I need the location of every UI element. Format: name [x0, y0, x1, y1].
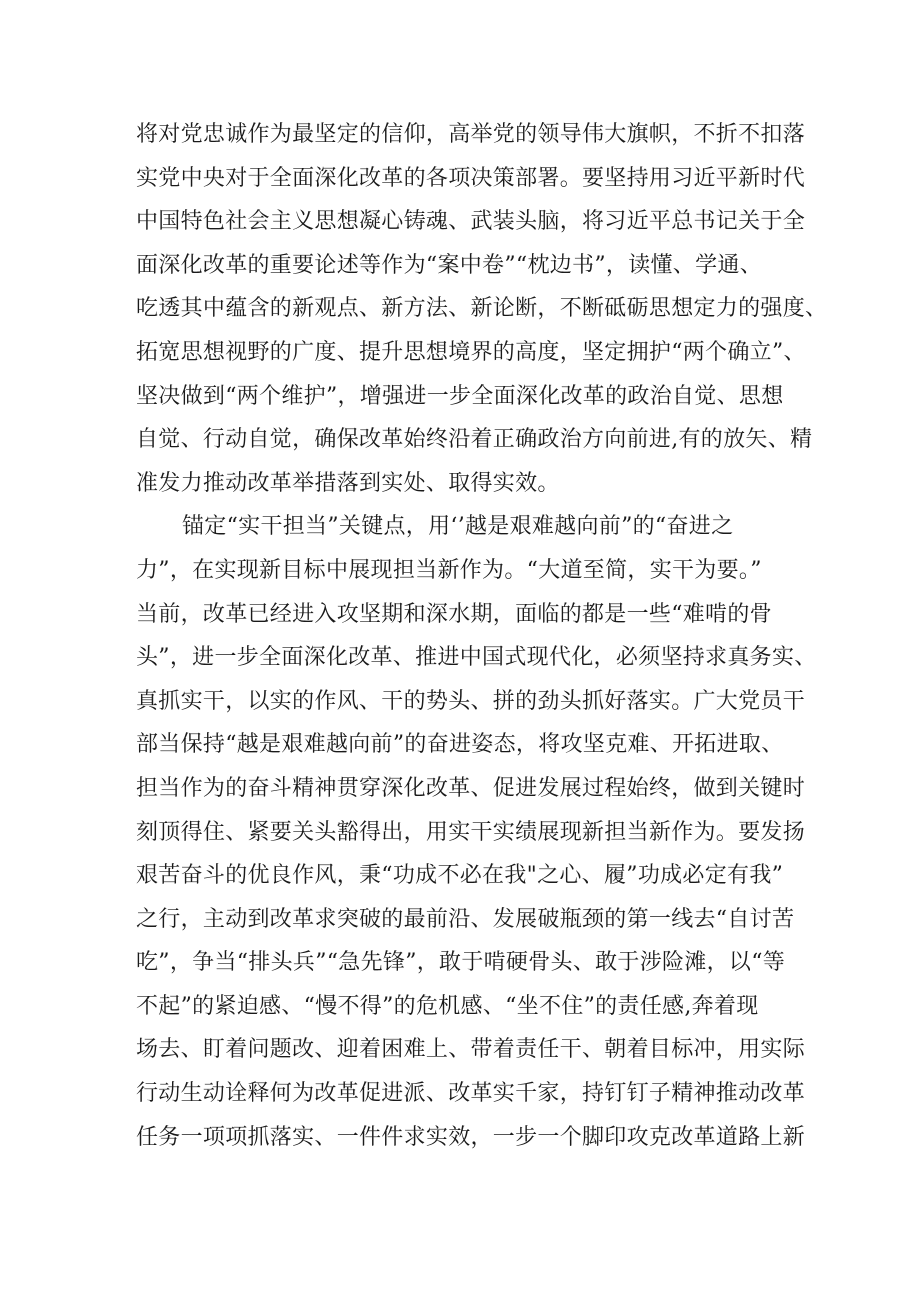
text-line: 不起”的紧迫感、“慢不得”的危机感、“坐不住”的责任感,奔着现	[136, 993, 759, 1019]
text-line: 艰苦奋斗的优良作风，秉“功成不必在我"之心、履”功成必定有我”	[136, 863, 784, 889]
body-text	[136, 113, 828, 1159]
text-line: 任务一项项抓落实、一件件求实效，一步一个脚印攻克改革道路上新	[136, 1124, 806, 1150]
text-line: 面深化改革的重要论述等作为“案中卷”“枕边书”，读懂、学通、	[136, 252, 762, 278]
text-line: 吃透其中蕴含的新观点、新方法、新论断，不断砥砺思想定力的强度、	[136, 296, 828, 322]
text-line: 实党中央对于全面深化改革的各项决策部署。要坚持用习近平新时代	[136, 165, 806, 191]
text-line: 力”，在实现新目标中展现担当新作为。“大道至简，实干为要。”	[136, 557, 762, 583]
text-line: 吃”，争当“排头兵”“急先锋”，敢于啃硬骨头、敢于涉险滩，以“等	[136, 950, 786, 976]
text-line: 中国特色社会主义思想凝心铸魂、武装头脑，将习近平总书记关于全	[136, 209, 806, 235]
text-line: 拓宽思想视野的广度、提升思想境界的高度，坚定拥护“两个确立”、	[136, 339, 806, 365]
text-line: 真抓实干，以实的作风、干的势头、拼的劲头抓好落实。广大党员干	[136, 688, 806, 714]
text-line: 当前，改革已经进入攻坚期和深水期，面临的都是一些“难啃的骨	[136, 601, 772, 627]
text-line: 担当作为的奋斗精神贯穿深化改革、促进发展过程始终，做到关键时	[136, 775, 806, 801]
text-line: 之行，主动到改革求突破的最前沿、发展破瓶颈的第一线去“自讨苦	[136, 906, 795, 932]
text-line: 准发力推动改革举措落到实处、取得实效。	[136, 470, 560, 496]
text-line-indented: 锚定“实干担当”关键点，用‘’越是艰难越向前”的“奋进之	[182, 514, 734, 540]
text-line: 头”，进一步全面深化改革、推进中国式现代化，必须坚持求真务实、	[136, 645, 817, 671]
text-line: 部当保持“越是艰难越向前”的奋进姿态，将攻坚克难、开拓进取、	[136, 732, 784, 758]
text-line: 自觉、行动自觉，确保改革始终沿着正确政治方向前进,有的放矢、精	[136, 427, 813, 453]
text-line: 场去、盯着问题改、迎着困难上、带着责任干、朝着目标冲，用实际	[136, 1037, 806, 1063]
text-line: 将对党忠诚作为最坚定的信仰，高举党的领导伟大旗帜，不折不扣落	[136, 122, 806, 147]
text-line: 坚决做到“两个维护”，增强进一步全面深化改革的政治自觉、思想	[136, 383, 784, 409]
text-line: 刻顶得住、紧要关头豁得出，用实干实绩展现新担当新作为。要发扬	[136, 819, 806, 845]
text-line: 行动生动诠释何为改革促进派、改革实千家，持钉钉子精神推动改革	[136, 1081, 806, 1107]
